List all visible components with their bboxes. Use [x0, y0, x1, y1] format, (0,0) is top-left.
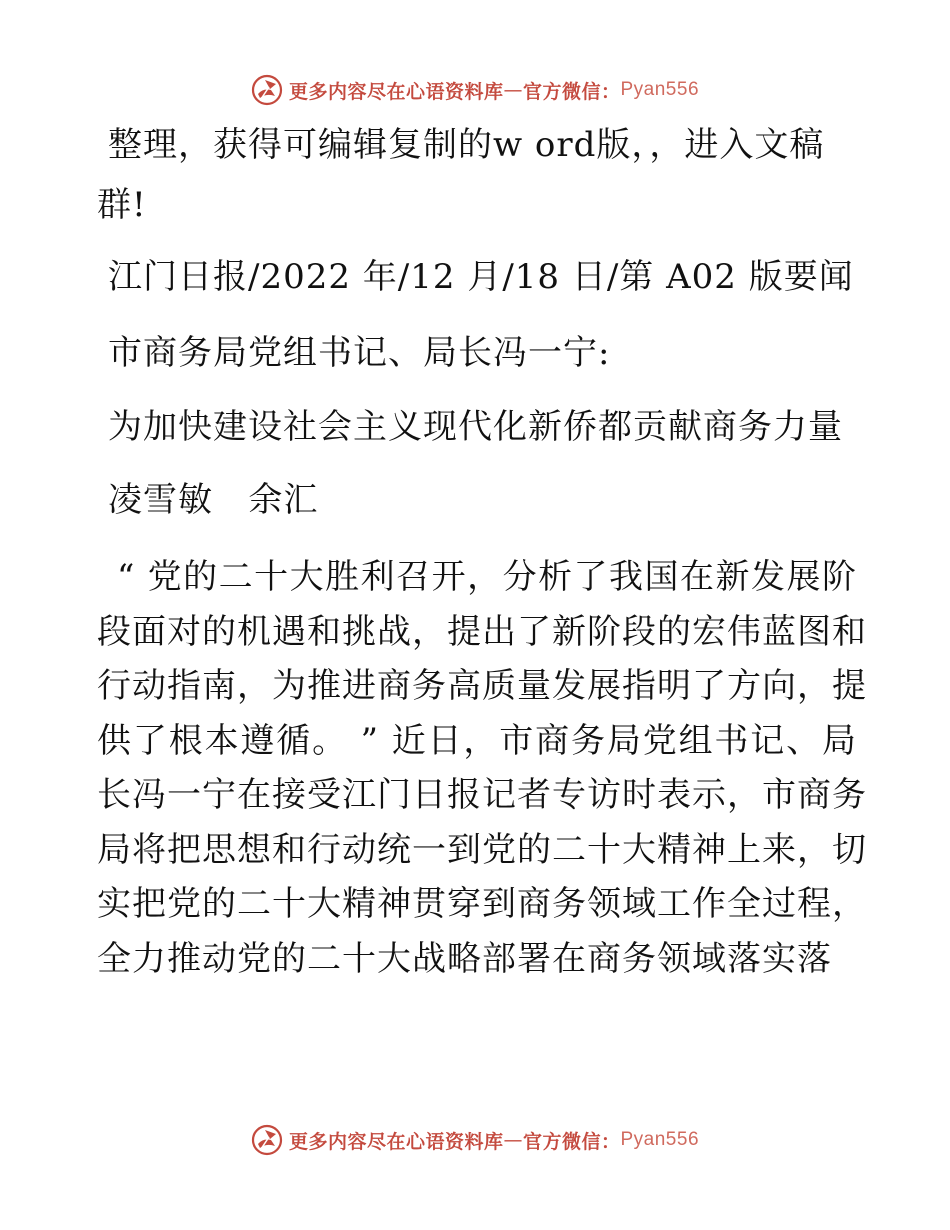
body-line: 行动指南，为推进商务高质量发展指明了方向，提	[97, 666, 867, 706]
book-pen-logo-icon	[251, 74, 283, 106]
body-line: 段面对的机遇和挑战，提出了新阶段的宏伟蓝图和	[97, 611, 867, 652]
banner-wechat-id: Pyan556	[620, 79, 700, 100]
header-banner	[0, 70, 950, 110]
intro-line-1: 整理，获得可编辑复制的w ord版，，进入文稿	[108, 125, 825, 165]
banner-wechat-label: 官方微信：	[522, 80, 621, 103]
body-line: 全力推动党的二十大战略部署在商务领域落实落	[97, 938, 832, 979]
article-body	[97, 550, 867, 986]
banner-wechat-label: 官方微信：	[522, 1130, 621, 1153]
body-line: 实把党的二十大精神贯穿到商务领域工作全过程，	[97, 884, 867, 924]
article-headline: 为加快建设社会主义现代化新侨都贡献商务力量	[108, 407, 843, 447]
body-line: 局将把思想和行动统一到党的二十大精神上来，切	[97, 829, 867, 870]
article-subtitle: 市商务局党组书记、局长冯一宁:	[108, 333, 611, 373]
body-line: 供了根本遵循。 ” 近日，市商务局党组书记、局	[97, 720, 857, 761]
banner-separator: —	[503, 79, 523, 101]
banner-brand-text: 更多内容尽在心语资料库	[288, 1130, 504, 1153]
banner-brand-text: 更多内容尽在心语资料库	[288, 80, 504, 103]
intro-line-2: 群!	[97, 185, 147, 225]
source-line: 江门日报/2022 年/12 月/18 日/第 A02 版要闻	[108, 257, 854, 297]
banner-wechat-id: Pyan556	[620, 1129, 700, 1150]
banner-separator: —	[503, 1129, 523, 1151]
footer-banner	[0, 1120, 950, 1160]
body-line: 长冯一宁在接受江门日报记者专访时表示，市商务	[97, 775, 867, 815]
article-authors: 凌雪敏 余汇	[108, 480, 319, 520]
book-pen-logo-icon	[251, 1124, 283, 1156]
body-line: “ 党的二十大胜利召开，分析了我国在新发展阶	[117, 557, 857, 597]
